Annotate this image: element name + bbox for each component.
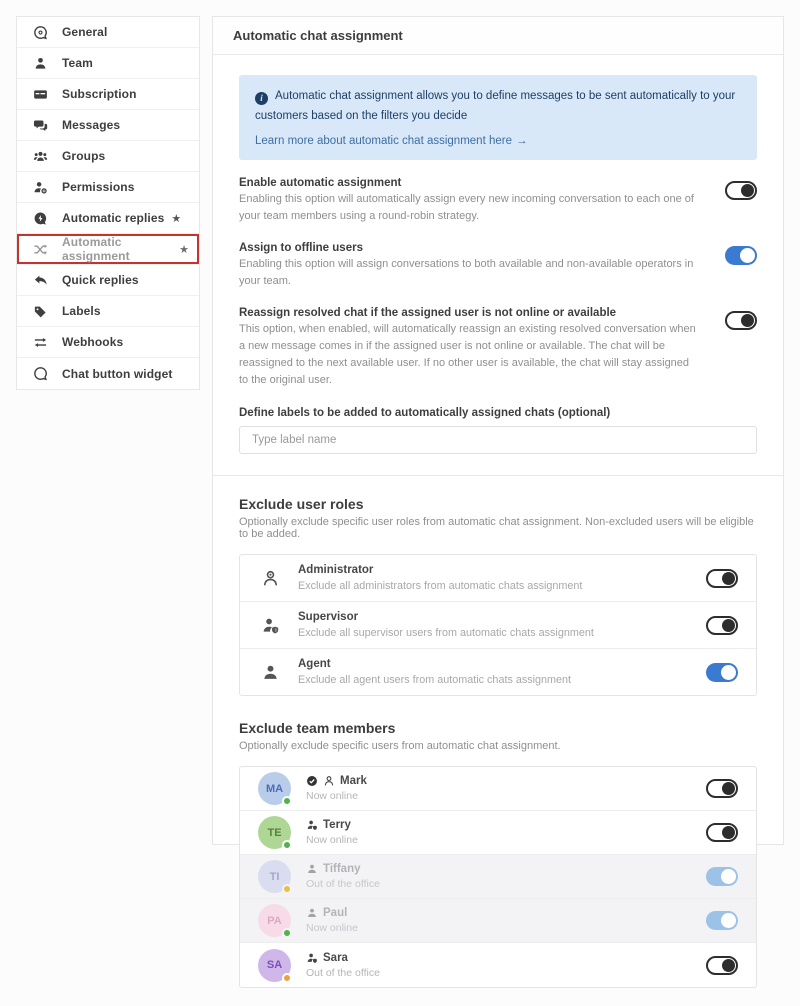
presence-dot-away — [282, 884, 292, 894]
sidebar-item-general[interactable] — [17, 17, 199, 48]
person-shield-icon — [306, 952, 318, 964]
person-shield-icon — [306, 819, 318, 831]
member-name: Terry — [323, 819, 351, 832]
enable-automatic-assignment-toggle[interactable] — [725, 181, 757, 200]
presence-dot-online — [282, 928, 292, 938]
role-description: Exclude all administrators from automatic chats assignment — [298, 580, 583, 593]
sidebar-item-label: Team — [62, 56, 93, 70]
exclude-mark-toggle[interactable] — [706, 779, 738, 798]
sidebar-item-label: Labels — [62, 304, 101, 318]
exclude-administrator-toggle[interactable] — [706, 569, 738, 588]
person-icon — [32, 55, 48, 71]
sidebar-item-label: Webhooks — [62, 335, 124, 349]
sidebar-item-label: Chat button widget — [62, 366, 173, 381]
person-icon — [306, 863, 318, 875]
member-status: Now online — [306, 834, 358, 847]
setting-title: Assign to offline users — [239, 242, 363, 255]
main-panel — [212, 16, 784, 979]
sidebar — [16, 16, 200, 390]
agent-icon — [258, 663, 282, 682]
member-row-mark — [240, 767, 756, 811]
sidebar-item-labels[interactable] — [17, 296, 199, 327]
avatar: PA — [258, 904, 291, 937]
role-name: Agent — [298, 658, 331, 671]
member-row-tiffany — [240, 855, 756, 899]
reassign-resolved-chat-toggle[interactable] — [725, 311, 757, 330]
star-icon: ★ — [171, 212, 182, 225]
member-status: Now online — [306, 922, 358, 935]
arrow-right-icon: → — [515, 135, 528, 148]
role-description: Exclude all agent users from automatic chats assignment — [298, 674, 572, 687]
sidebar-item-label: General — [62, 25, 108, 39]
setting-description: Enabling this option will assign conversations to both available and non-available operators in your team. — [239, 258, 694, 288]
exclude-paul-toggle[interactable] — [706, 911, 738, 930]
member-name: Sara — [323, 951, 348, 964]
page-title: Automatic chat assignment — [213, 17, 783, 55]
member-row-terry — [240, 811, 756, 855]
member-row-paul — [240, 899, 756, 943]
role-description: Exclude all supervisor users from automatic chats assignment — [298, 627, 594, 640]
avatar: SA — [258, 949, 291, 982]
setting-description: This option, when enabled, will automatically reassign an existing resolved conversation when a new message comes in if the assigned user is not online or available. The chat will be reassigned to the next available user. If no other user is available, the chat will stay assigned to the original user. — [239, 323, 696, 387]
sidebar-item-automatic-assignment[interactable] — [17, 234, 199, 265]
administrator-icon — [258, 569, 282, 588]
member-status: Out of the office — [306, 966, 380, 979]
sidebar-item-permissions[interactable] — [17, 172, 199, 203]
labels-field-label: Define labels to be added to automatically assigned chats (optional) — [239, 407, 611, 420]
setting-title: Enable automatic assignment — [239, 177, 402, 190]
exclude-terry-toggle[interactable] — [706, 823, 738, 842]
tag-icon — [32, 303, 48, 319]
check-circle-icon — [306, 775, 318, 787]
star-icon: ★ — [179, 243, 189, 256]
chat-circle-icon — [32, 24, 48, 40]
info-banner — [239, 75, 757, 160]
sidebar-item-subscription[interactable] — [17, 79, 199, 110]
exclude-members-description: Optionally exclude specific users from automatic chat assignment. — [239, 740, 561, 753]
sidebar-item-label: Subscription — [62, 87, 137, 101]
chat-bubbles-icon — [32, 117, 48, 133]
sidebar-item-label: Quick replies — [62, 273, 139, 287]
person-gear-icon — [32, 179, 48, 195]
exclude-roles-description: Optionally exclude specific user roles from automatic chat assignment. Non-excluded users will be eligible to be added. — [239, 516, 754, 541]
assign-to-offline-users-toggle[interactable] — [725, 246, 757, 265]
member-status: Out of the office — [306, 878, 380, 891]
people-group-icon — [32, 148, 48, 164]
reply-arrow-icon — [32, 272, 48, 288]
sidebar-item-messages[interactable] — [17, 110, 199, 141]
swap-arrows-icon — [32, 334, 48, 350]
role-row-supervisor — [240, 602, 756, 649]
exclude-roles-title: Exclude user roles — [239, 496, 364, 513]
sidebar-item-label: Permissions — [62, 180, 135, 194]
info-icon: i — [255, 92, 268, 105]
sidebar-item-team[interactable] — [17, 48, 199, 79]
exclude-tiffany-toggle[interactable] — [706, 867, 738, 886]
role-name: Supervisor — [298, 611, 359, 624]
info-banner-text: i Automatic chat assignment allows you to define messages to be sent automatically to your customers based on the filters you decide — [255, 90, 736, 122]
learn-more-link[interactable]: Learn more about automatic chat assignment here → — [255, 135, 528, 148]
chat-bolt-icon — [32, 210, 48, 226]
avatar: MA — [258, 772, 291, 805]
supervisor-icon — [258, 616, 282, 635]
labels-field — [239, 407, 757, 454]
members-list — [239, 766, 757, 988]
person-icon — [306, 907, 318, 919]
setting-description: Enabling this option will automatically assign every new incoming conversation to each one of your team members using a round-robin strategy. — [239, 193, 694, 223]
avatar: TI — [258, 860, 291, 893]
exclude-members-title: Exclude team members — [239, 720, 396, 737]
role-name: Administrator — [298, 564, 374, 577]
shuffle-icon — [32, 241, 48, 257]
role-row-agent — [240, 649, 756, 695]
avatar: TE — [258, 816, 291, 849]
setting-row-enable-automatic-assignment — [239, 177, 757, 225]
sidebar-item-groups[interactable] — [17, 141, 199, 172]
sidebar-item-label: Messages — [62, 118, 121, 132]
member-status: Now online — [306, 790, 358, 803]
member-name: Tiffany — [323, 863, 361, 876]
exclude-team-members-section — [239, 720, 757, 988]
sidebar-item-label: Automatic assignment — [62, 235, 130, 263]
role-row-administrator — [240, 555, 756, 602]
roles-list — [239, 554, 757, 696]
sidebar-item-label: Groups — [62, 149, 106, 163]
sidebar-item-label: Automatic replies — [62, 211, 165, 225]
presence-dot-away — [282, 973, 292, 983]
setting-row-assign-to-offline-users — [239, 242, 757, 290]
sidebar-item-chat-button-widget[interactable] — [17, 358, 199, 389]
label-name-input[interactable] — [239, 426, 757, 454]
exclude-sara-toggle[interactable] — [706, 956, 738, 975]
presence-dot-online — [282, 840, 292, 850]
exclude-agent-toggle[interactable] — [706, 663, 738, 682]
credit-card-icon — [32, 86, 48, 102]
chat-outline-icon — [32, 366, 48, 382]
exclude-user-roles-section — [239, 496, 757, 696]
setting-title: Reassign resolved chat if the assigned user is not online or available — [239, 307, 617, 320]
sidebar-item-automatic-replies[interactable] — [17, 203, 199, 234]
member-name: Paul — [323, 907, 348, 920]
main-content — [213, 55, 783, 1006]
presence-dot-online — [282, 796, 292, 806]
setting-row-reassign-resolved-chat — [239, 307, 757, 389]
member-row-sara — [240, 943, 756, 987]
exclude-supervisor-toggle[interactable] — [706, 616, 738, 635]
member-name: Mark — [340, 775, 367, 788]
sidebar-item-quick-replies[interactable] — [17, 265, 199, 296]
sidebar-item-webhooks[interactable] — [17, 327, 199, 358]
person-outline-icon — [323, 775, 335, 787]
section-divider — [213, 475, 783, 476]
